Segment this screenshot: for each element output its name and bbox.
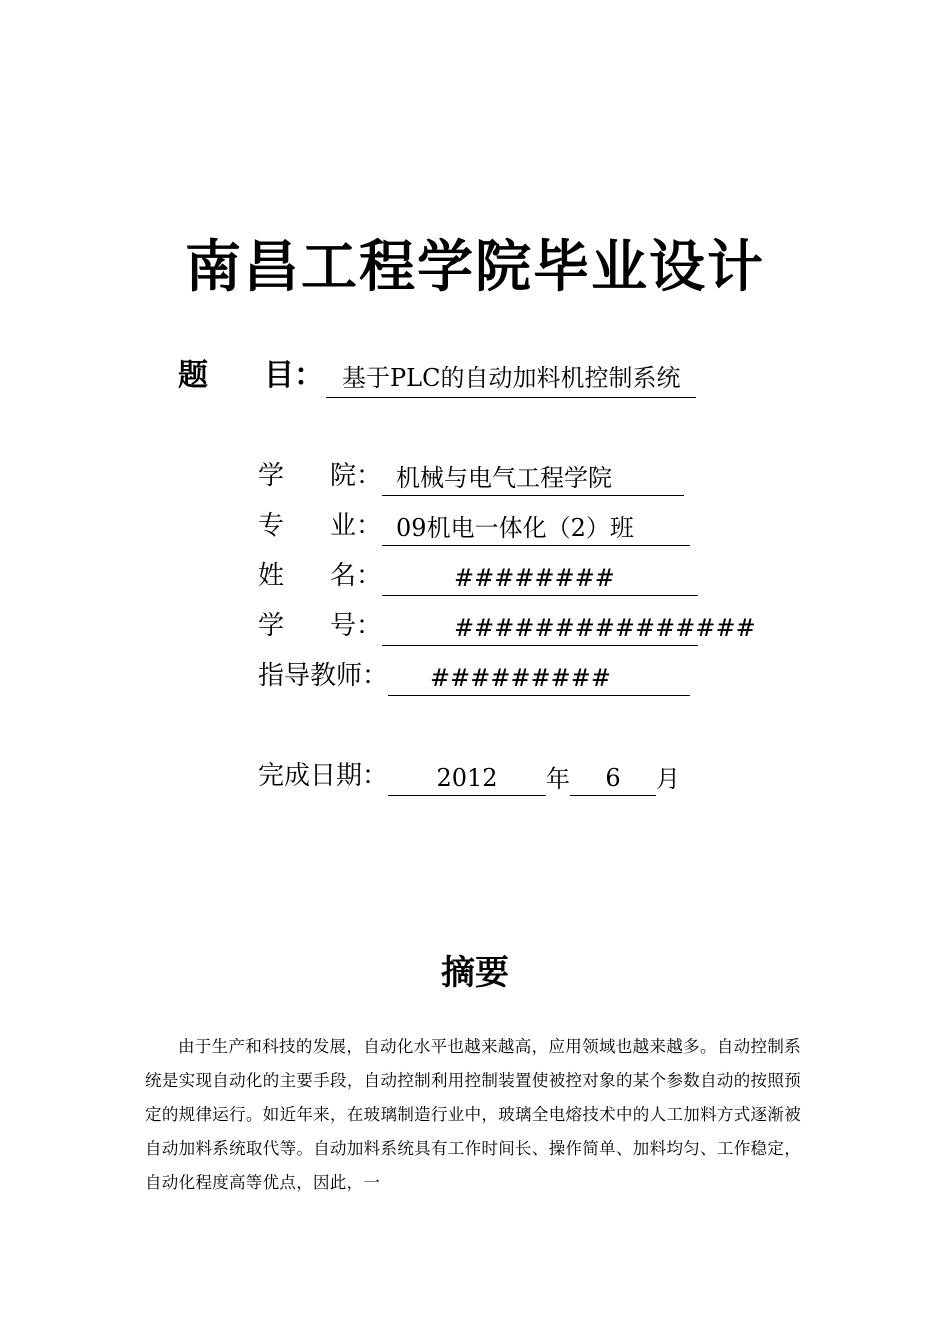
advisor-value: ######### (388, 661, 690, 696)
major-label (258, 506, 382, 546)
college-value: 机械与电气工程学院 (382, 461, 684, 496)
name-row (258, 556, 698, 596)
college-row (258, 456, 684, 496)
month-unit: 月 (656, 765, 681, 793)
completion-month: 6 (570, 761, 656, 796)
abstract-title: 摘要 (441, 953, 509, 993)
student-id-value: ############### (382, 611, 698, 646)
college-label-second: 院： (330, 461, 383, 491)
college-label-first: 学 (258, 461, 285, 491)
topic-row (178, 354, 696, 398)
topic-label (178, 354, 324, 398)
name-label-first: 姓 (258, 561, 285, 591)
advisor-row (258, 656, 690, 696)
year-unit: 年 (546, 765, 571, 793)
completion-date-row (258, 756, 680, 796)
completion-year: 2012 (388, 761, 546, 796)
abstract-text: 由于生产和科技的发展，自动化水平也越来越高，应用领域也越来越多。自动控制系统是实现自动化的主要手段，自动控制利用控制装置使被控对象的某个参数自动的按照预定的规律运行。如近年来，在玻璃制造行业中，玻璃全电熔技术中的人工加料方式逐渐被自动加料系统取代等。自动加料系统具有工作时间长、操作简单、加料均匀、工作稳定，自动化程度高等优点，因此，一 (145, 1037, 801, 1192)
topic-value: 基于PLC的自动加料机控制系统 (326, 359, 696, 398)
name-label-second: 名： (330, 561, 383, 591)
major-value: 09机电一体化（2）班 (382, 511, 690, 546)
major-label-second: 业： (330, 511, 383, 541)
topic-label-second: 目： (264, 358, 324, 393)
student-id-label-second: 号： (330, 611, 383, 641)
major-row (258, 506, 690, 546)
topic-label-first: 题 (178, 358, 208, 393)
student-id-label (258, 606, 382, 646)
completion-date-label: 完成日期： (258, 761, 389, 791)
student-id-row (258, 606, 756, 646)
name-value: ######## (382, 561, 698, 596)
major-label-first: 专 (258, 511, 285, 541)
student-id-label-first: 学 (258, 611, 285, 641)
name-label (258, 556, 382, 596)
advisor-label: 指导教师： (258, 661, 389, 691)
college-label (258, 456, 382, 496)
page-title: 南昌工程学院毕业设计 (185, 235, 765, 300)
